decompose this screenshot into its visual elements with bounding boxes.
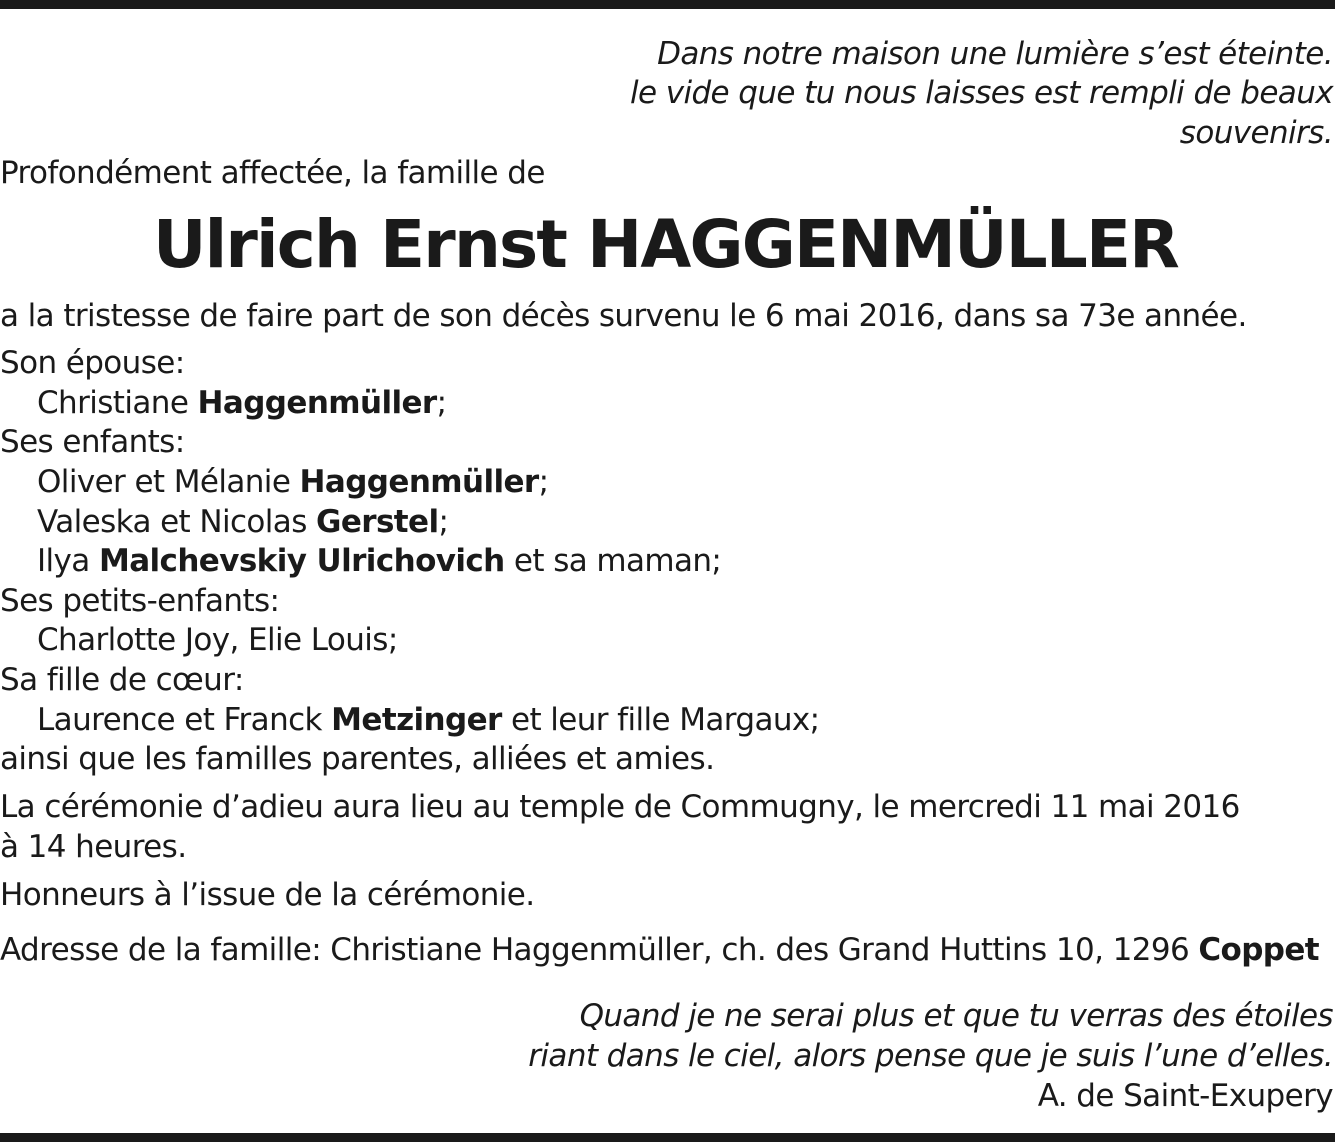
quote-author: A. de Saint-Exupery [1037,1078,1333,1114]
quote-line-2: riant dans le ciel, alors pense que je suis l’une d’elles. [528,1038,1333,1074]
top-rule [0,0,1335,9]
epigraph-line-1: Dans notre maison une lumière s’est éteinte. [657,36,1333,72]
ceremony-line-2: à 14 heures. [0,829,187,865]
family-closing: ainsi que les familles parentes, alliées et amies. [0,741,715,777]
announcement-text: a la tristesse de faire part de son décès survenu le 6 mai 2016, dans sa 73e année. [0,298,1247,334]
children-heading: Ses enfants: [0,424,185,460]
child-last-name: Gerstel [316,504,439,540]
bottom-rule [0,1133,1335,1142]
child-entry-3: Ilya Malchevskiy Ulrichovich et sa maman; [37,543,722,579]
heart-daughter-heading: Sa fille de cœur: [0,662,244,698]
spouse-last-name: Haggenmüller [197,385,437,421]
spouse-heading: Son épouse: [0,345,185,381]
child-last-name: Malchevskiy Ulrichovich [98,543,505,579]
grandchildren-entry: Charlotte Joy, Elie Louis; [37,622,398,658]
spouse-entry: Christiane Haggenmüller; [37,385,447,421]
address-city: Coppet [1198,932,1320,968]
epigraph-line-2: le vide que tu nous laisses est rempli de beaux [629,75,1333,111]
child-entry-1: Oliver et Mélanie Haggenmüller; [37,464,549,500]
epigraph-line-3: souvenirs. [1179,115,1333,151]
grandchildren-heading: Ses petits-enfants: [0,583,280,619]
honours-text: Honneurs à l’issue de la cérémonie. [0,877,535,913]
heart-daughter-entry: Laurence et Franck Metzinger et leur fille Margaux; [37,702,820,738]
child-entry-2: Valeska et Nicolas Gerstel; [37,504,449,540]
quote-line-1: Quand je ne serai plus et que tu verras des étoiles [579,998,1333,1034]
intro-text: Profondément affectée, la famille de [0,155,545,191]
family-address: Adresse de la famille: Christiane Haggenmüller, ch. des Grand Huttins 10, 1296 Coppet [0,932,1320,968]
heart-daughter-last-name: Metzinger [331,702,502,738]
deceased-name: Ulrich Ernst HAGGENMÜLLER [152,206,1179,283]
ceremony-line-1: La cérémonie d’adieu aura lieu au temple de Commugny, le mercredi 11 mai 2016 [0,789,1240,825]
child-last-name: Haggenmüller [299,464,539,500]
